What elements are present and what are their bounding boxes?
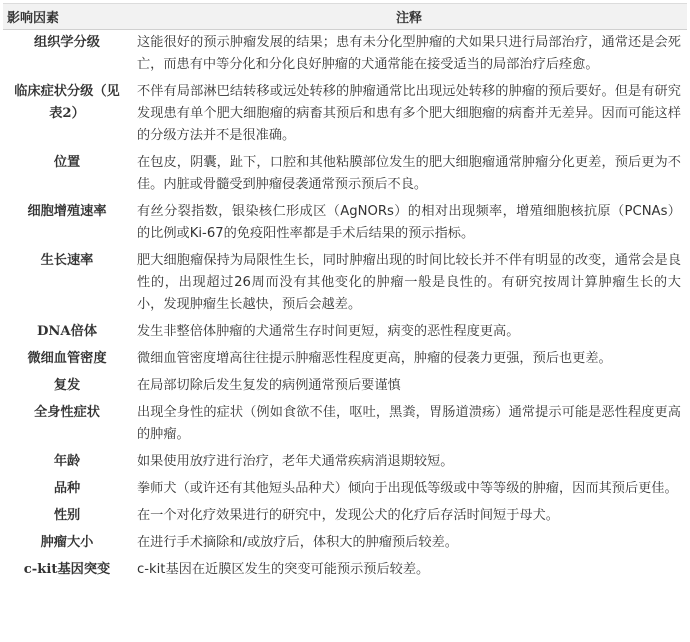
table-row: [3, 199, 687, 248]
factor-cell: 年龄: [3, 449, 131, 476]
table-row: [3, 30, 687, 80]
table-row: [3, 346, 687, 373]
factor-cell: 临床症状分级（见表2）: [3, 79, 131, 150]
prognostic-factors-table: [3, 3, 687, 584]
table-header: [3, 4, 687, 30]
note-cell: 在局部切除后发生复发的病例通常预后要谨慎: [131, 373, 687, 400]
factor-cell: c-kit基因突变: [3, 557, 131, 584]
factor-cell: 生长速率: [3, 248, 131, 319]
factor-cell: 全身性症状: [3, 400, 131, 449]
header-note: 注释: [131, 4, 687, 30]
table-row: [3, 319, 687, 346]
note-cell: 发生非整倍体肿瘤的犬通常生存时间更短，病变的恶性程度更高。: [131, 319, 687, 346]
note-cell: 在一个对化疗效果进行的研究中，发现公犬的化疗后存活时间短于母犬。: [131, 503, 687, 530]
factor-cell: 品种: [3, 476, 131, 503]
factor-cell: 位置: [3, 150, 131, 199]
note-cell: 不伴有局部淋巴结转移或远处转移的肿瘤通常比出现远处转移的肿瘤的预后要好。但是有研究发现患有单个肥大细胞瘤的病畜其预后和患有多个肥大细胞瘤的病畜并无差异。因而可能这样的分级方法并不是很准确。: [131, 79, 687, 150]
note-cell: 出现全身性的症状（例如食欲不佳，呕吐，黑粪，胃肠道溃疡）通常提示可能是恶性程度更高的肿瘤。: [131, 400, 687, 449]
table-row: [3, 476, 687, 503]
note-cell: 微细血管密度增高往往提示肿瘤恶性程度更高，肿瘤的侵袭力更强，预后也更差。: [131, 346, 687, 373]
note-cell: c-kit基因在近膜区发生的突变可能预示预后较差。: [131, 557, 687, 584]
table-row: [3, 373, 687, 400]
factor-cell: 细胞增殖速率: [3, 199, 131, 248]
header-factor: 影响因素: [3, 4, 131, 30]
table-row: [3, 79, 687, 150]
note-cell: 肥大细胞瘤保持为局限性生长，同时肿瘤出现的时间比较长并不伴有明显的改变，通常会是良性的，出现超过26周而没有其他变化的肿瘤一般是良性的。有研究按周计算肿瘤生长的大小，发现肿瘤生长越快，预后会越差。: [131, 248, 687, 319]
factor-cell: 复发: [3, 373, 131, 400]
table-row: [3, 503, 687, 530]
factor-cell: 性别: [3, 503, 131, 530]
table-row: [3, 530, 687, 557]
note-cell: 拳师犬（或许还有其他短头品种犬）倾向于出现低等级或中等等级的肿瘤，因而其预后更佳。: [131, 476, 687, 503]
factor-cell: 微细血管密度: [3, 346, 131, 373]
factor-cell: DNA倍体: [3, 319, 131, 346]
header-row: [3, 4, 687, 30]
table-row: [3, 248, 687, 319]
factor-cell: 肿瘤大小: [3, 530, 131, 557]
note-cell: 在进行手术摘除和/或放疗后，体积大的肿瘤预后较差。: [131, 530, 687, 557]
table-row: [3, 400, 687, 449]
note-cell: 如果使用放疗进行治疗，老年犬通常疾病消退期较短。: [131, 449, 687, 476]
note-cell: 有丝分裂指数，银染核仁形成区（AgNORs）的相对出现频率，增殖细胞核抗原（PCNAs）的比例或Ki-67的免疫阳性率都是手术后结果的预示指标。: [131, 199, 687, 248]
table-row: [3, 150, 687, 199]
note-cell: 这能很好的预示肿瘤发展的结果；患有未分化型肿瘤的犬如果只进行局部治疗，通常还是会死亡，而患有中等分化和分化良好肿瘤的犬通常能在接受适当的局部治疗后痊愈。: [131, 30, 687, 80]
table-row: [3, 449, 687, 476]
note-cell: 在包皮，阴囊，趾下，口腔和其他粘膜部位发生的肥大细胞瘤通常肿瘤分化更差，预后更为不佳。内脏或骨髓受到肿瘤侵袭通常预示预后不良。: [131, 150, 687, 199]
table-body: [3, 30, 687, 585]
factor-cell: 组织学分级: [3, 30, 131, 80]
table-row: [3, 557, 687, 584]
